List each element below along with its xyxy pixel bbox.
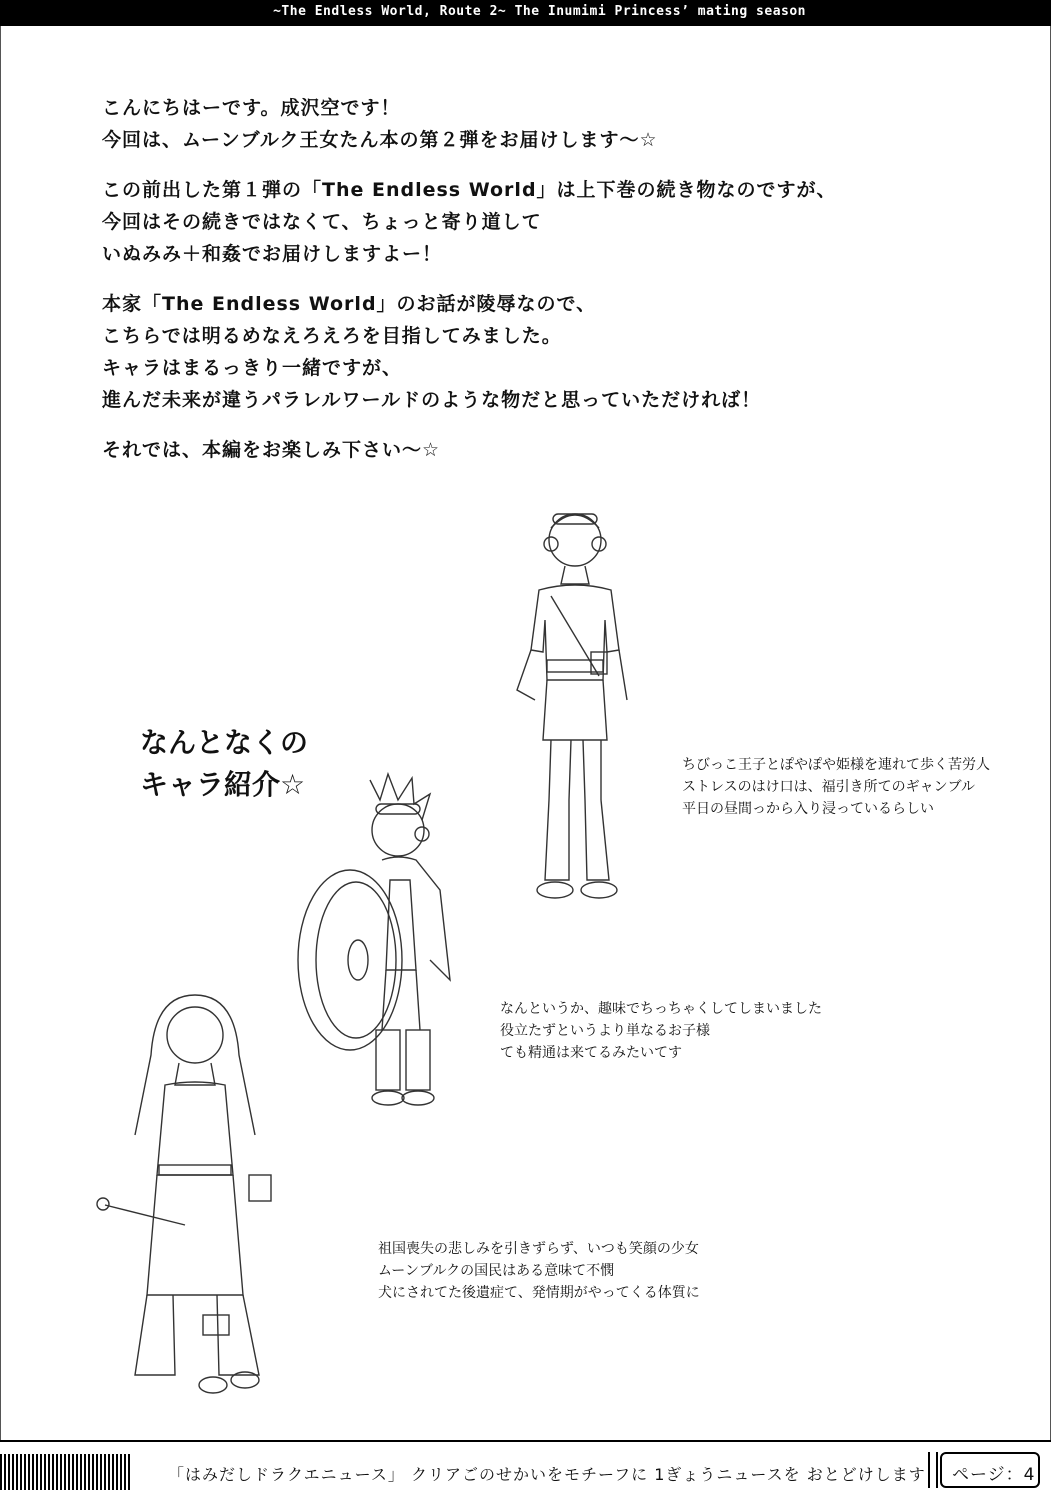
footer-bar — [0, 1440, 1051, 1494]
footer-news-text: 「はみだしドラクエニュース」 クリアごのせかいをモチーフに 1ぎょうニュースを おとどけします — [168, 1465, 926, 1484]
footer-stripe-pattern — [0, 1454, 130, 1490]
caption-line: ても精通は来てるみたいてす — [500, 1045, 682, 1061]
intro-paragraph-3 — [102, 288, 962, 416]
caption-line: なんというか、趣味でちっちゃくしてしまいました — [500, 1001, 822, 1017]
intro-line: キャラはまるっきり一緒ですが、 — [102, 357, 403, 379]
intro-paragraph-4 — [102, 434, 962, 466]
page-number: ページ：4 — [952, 1465, 1036, 1485]
intro-line: 今回は、ムーンブルク王女たん本の第２弾をお届けします～☆ — [102, 129, 658, 151]
intro-line: こんにちはーです。成沢空です！ — [102, 97, 401, 119]
left-border — [0, 26, 1, 1440]
boy-prince-sketch-figure — [290, 770, 490, 1130]
princess-sketch-figure — [95, 975, 295, 1405]
heading-line: なんとなくの — [140, 726, 309, 759]
intro-text — [102, 92, 962, 484]
prince-caption — [682, 754, 990, 820]
intro-line: それでは、本編をお楽しみ下さい～☆ — [102, 439, 441, 461]
intro-line: 進んだ未来が違うパラレルワールドのような物だと思っていただければ！ — [102, 389, 762, 411]
caption-line: 平日の昼間っから入り浸っているらしい — [682, 801, 934, 817]
intro-paragraph-1 — [102, 92, 962, 156]
princess-caption — [378, 1238, 700, 1304]
caption-line: 役立たずというより単なるお子様 — [500, 1023, 710, 1039]
intro-line: こちらでは明るめなえろえろを目指してみました。 — [102, 325, 562, 347]
intro-line: 本家「The Endless World」のお話が陵辱なので、 — [102, 293, 597, 315]
caption-line: ストレスのはけ口は、福引き所てのギャンブル — [682, 779, 976, 795]
intro-paragraph-2 — [102, 174, 962, 270]
caption-line: 犬にされてた後遺症て、発情期がやってくる体質に — [378, 1285, 700, 1301]
footer-rule — [0, 1440, 1051, 1442]
caption-line: ムーンブルクの国民はある意味て不憫 — [378, 1263, 615, 1279]
header-bar — [0, 0, 1051, 26]
caption-line: ちびっこ王子とぽやぽや姫様を連れて歩く苦労人 — [682, 757, 990, 773]
header-title: ~The Endless World, Route 2~ The Inumimi Princess’ mating season — [273, 4, 806, 19]
intro-line: この前出した第１弾の「The Endless World」は上下巻の続き物なのですが、 — [102, 179, 837, 201]
heading-line: キャラ紹介☆ — [140, 768, 306, 801]
prince-sketch-figure — [495, 500, 655, 920]
boy-prince-caption — [500, 998, 822, 1064]
caption-line: 祖国喪失の悲しみを引きずらず、いつも笑顔の少女 — [378, 1241, 699, 1257]
page-number-box — [940, 1452, 1040, 1488]
intro-line: 今回はその続きではなくて、ちょっと寄り道して — [102, 211, 542, 233]
intro-line: いぬみみ＋和姦でお届けしますよー！ — [102, 243, 443, 265]
footer-separator — [928, 1452, 938, 1488]
